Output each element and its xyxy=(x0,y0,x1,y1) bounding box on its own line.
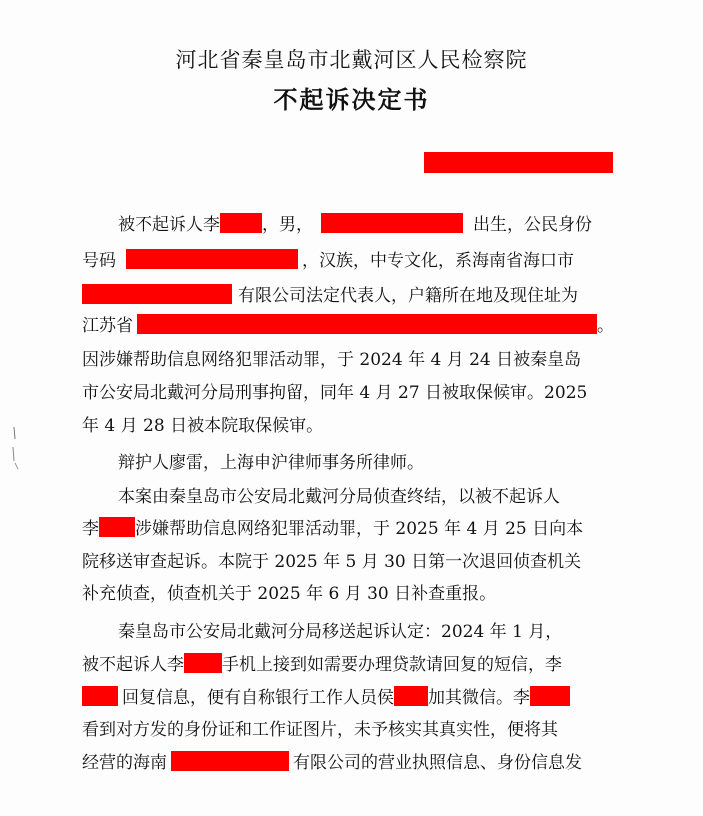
line-text: 有限公司的营业执照信息、身份信息发 xyxy=(293,753,582,773)
line-text: 市公安局北戴河分局刑事拘留，同年 4 月 27 日被取保候审。2025 xyxy=(82,383,588,403)
redacted-name xyxy=(394,686,428,706)
body-line-3 xyxy=(82,284,622,308)
redacted-name xyxy=(530,686,570,706)
redacted-name xyxy=(220,213,262,233)
body-line-4 xyxy=(82,314,622,338)
redacted-company-name xyxy=(171,751,289,771)
line-text: 经营的海南 xyxy=(82,753,167,773)
body-line-6 xyxy=(82,381,622,405)
line-text: 出生，公民身份 xyxy=(473,215,592,235)
line-text: 涉嫌帮助信息网络犯罪活动罪，于 2025 年 4 月 25 日向本 xyxy=(135,519,584,539)
body-line-11 xyxy=(82,550,622,574)
body-line-8 xyxy=(118,451,658,475)
body-line-1 xyxy=(118,213,658,237)
line-text: ，男， xyxy=(262,215,313,235)
line-text: 被不起诉人李 xyxy=(82,655,184,675)
body-line-12 xyxy=(82,582,622,606)
redacted-name xyxy=(82,686,118,706)
redacted-document-number xyxy=(424,152,613,173)
line-text: 。 xyxy=(597,316,614,336)
line-text: 被不起诉人李 xyxy=(118,215,220,235)
line-text: 江苏省 xyxy=(82,316,133,336)
line-text: 年 4 月 28 日被本院取保候审。 xyxy=(82,416,324,436)
line-text: 有限公司法定代表人，户籍所在地及现住址为 xyxy=(238,286,578,306)
body-line-2 xyxy=(82,249,622,273)
line-text: 回复信息，便有自称银行工作人员侯 xyxy=(122,688,394,708)
line-text: 秦皇岛市公安局北戴河分局移送起诉认定：2024 年 1 月， xyxy=(118,622,563,642)
line-text: 因涉嫌帮助信息网络犯罪活动罪，于 2024 年 4 月 24 日被秦皇岛 xyxy=(82,350,582,370)
redacted-name xyxy=(99,517,135,537)
redacted-id-number xyxy=(126,249,298,269)
body-line-13 xyxy=(118,620,658,644)
redacted-address xyxy=(137,314,597,334)
body-line-17 xyxy=(82,751,622,775)
body-line-14 xyxy=(82,653,622,677)
line-text: 辩护人廖雷，上海申沪律师事务所律师。 xyxy=(118,453,424,473)
body-line-16 xyxy=(82,718,622,742)
redacted-company-name xyxy=(82,284,232,304)
body-line-10 xyxy=(82,517,622,541)
line-text: 李 xyxy=(82,519,99,539)
body-line-15 xyxy=(82,686,622,710)
body-line-5 xyxy=(82,348,622,372)
line-text: 手机上接到如需要办理贷款请回复的短信，李 xyxy=(222,655,562,675)
body-line-7 xyxy=(82,414,622,438)
line-text: ，汉族，中专文化，系海南省海口市 xyxy=(302,251,574,271)
scan-artifact-mark xyxy=(8,425,22,471)
line-text: 本案由秦皇岛市公安局北戴河分局侦查终结，以被不起诉人 xyxy=(118,487,560,507)
body-line-9 xyxy=(118,485,658,509)
document-title: 不起诉决定书 xyxy=(273,85,430,114)
procuratorate-name: 河北省秦皇岛市北戴河区人民检察院 xyxy=(175,48,528,72)
line-text: 看到对方发的身份证和工作证图片，未予核实其真实性，便将其 xyxy=(82,720,558,740)
line-text: 号码 xyxy=(82,251,116,271)
line-text: 补充侦查，侦查机关于 2025 年 6 月 30 日补查重报。 xyxy=(82,584,497,604)
line-text: 院移送审查起诉。本院于 2025 年 5 月 30 日第一次退回侦查机关 xyxy=(82,552,582,572)
redacted-birth-date xyxy=(321,213,463,233)
redacted-name xyxy=(184,653,222,673)
line-text: 加其微信。李 xyxy=(428,688,530,708)
